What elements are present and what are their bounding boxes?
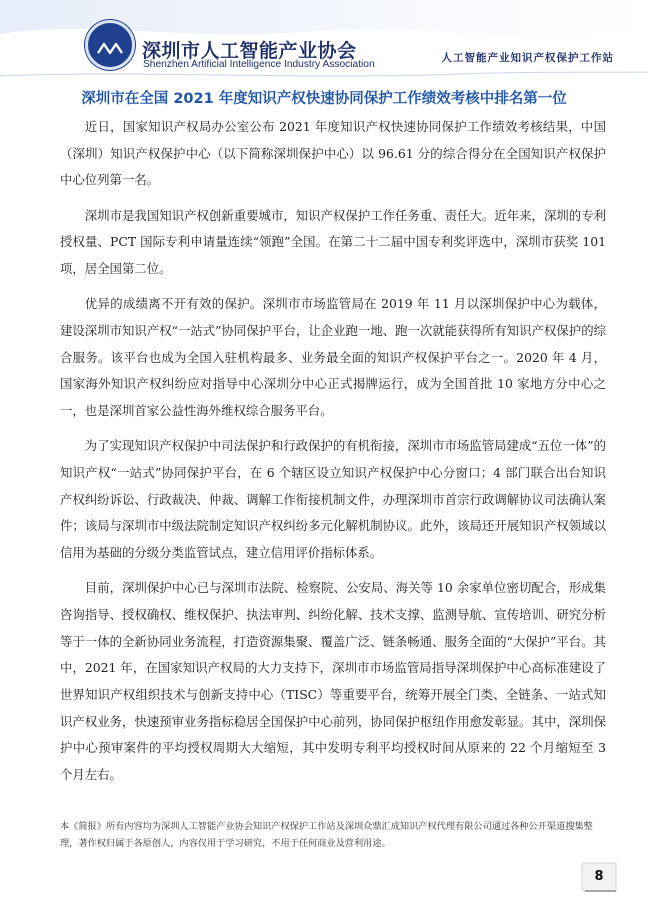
page-header: [0, 0, 648, 84]
article-paragraph: 为了实现知识产权保护中司法保护和行政保护的有机衔接，深圳市市场监管局建成“五位一体”的知识产权“一站式”协同保护平台，在 6 个辖区设立知识产权保护中心分窗口；4 部门联合出台知识产权纠纷诉讼、行政裁决、仲裁、调解工作衔接机制文件，办理深圳市首宗行政调解协议司法确认案件；该局与深圳市中级法院制定知识产权纠纷多元化解机制协议。此外，该局还开展知识产权领域以信用为基础的分级分类监管试点，建立信用评价指标体系。: [60, 438, 606, 561]
article-paragraph: 优异的成绩离不开有效的保护。深圳市市场监管局在 2019 年 11 月以深圳保护中心为载体，建设深圳市知识产权“一站式”协同保护平台，让企业跑一地、跑一次就能获得所有知识产权保护的综合服务。该平台也成为全国入驻机构最多、业务最全面的知识产权保护平台之一。2020 年 4 月，国家海外知识产权纠纷应对指导中心深圳分中心正式揭牌运行，成为全国首批 10 家地方分中心之一，也是深圳首家公益性海外维权综合服务平台。: [60, 296, 606, 419]
article-title: 深圳市在全国 2021 年度知识产权快速协同保护工作绩效考核中排名第一位: [81, 91, 567, 107]
footer-disclaimer: 本《简报》所有内容均为深圳人工智能产业协会知识产权保护工作站及深圳众鼎汇成知识产权代理有限公司通过各种公开渠道搜集整理，著作权归属于各原创人，内容仅用于学习研究，不用于任何商业及营利用途。: [60, 821, 593, 849]
article-paragraph: 目前，深圳保护中心已与深圳市法院、检察院、公安局、海关等 10 余家单位密切配合，形成集咨询指导、授权确权、维权保护、执法审判、纠纷化解、技术支撑、监测导航、宣传培训、研究分析等于一体的全新协同业务流程，打造资源集聚、覆盖广泛、链条畅通、服务全面的“大保护”平台。其中，2021 年，在国家知识产权局的大力支持下，深圳市市场监管局指导深圳保护中心高标准建设了世界知识产权组织技术与创新支持中心（TISC）等重要平台，统筹开展全门类、全链条、一站式知识产权业务，快速预审业务指标稳居全国保护中心前列，协同保护枢纽作用愈发彰显。其中，深圳保护中心预审案件的平均授权周期大大缩短，其中发明专利平均授权时间从原来的 22 个月缩短至 3 个月左右。: [60, 580, 606, 783]
org-name-en: Shenzhen Artificial Intelligence Industry Association: [143, 59, 375, 70]
org-name-cn: 深圳市人工智能产业协会: [142, 40, 357, 62]
association-logo-icon: [85, 20, 135, 70]
station-name: 人工智能产业知识产权保护工作站: [441, 52, 614, 64]
article-paragraph: 近日，国家知识产权局办公室公布 2021 年度知识产权快速协同保护工作绩效考核结果，中国（深圳）知识产权保护中心（以下简称深圳保护中心）以 96.61 分的综合得分在全国知识产权保护中心位列第一名。: [60, 119, 606, 188]
article-paragraph: 深圳市是我国知识产权创新重要城市，知识产权保护工作任务重、责任大。近年来，深圳的专利授权量、PCT 国际专利申请量连续“领跑”全国。在第二十二届中国专利奖评选中，深圳市获奖 101 项，居全国第二位。: [60, 207, 606, 277]
page-number: 8: [594, 869, 604, 884]
article-body: [60, 114, 606, 789]
